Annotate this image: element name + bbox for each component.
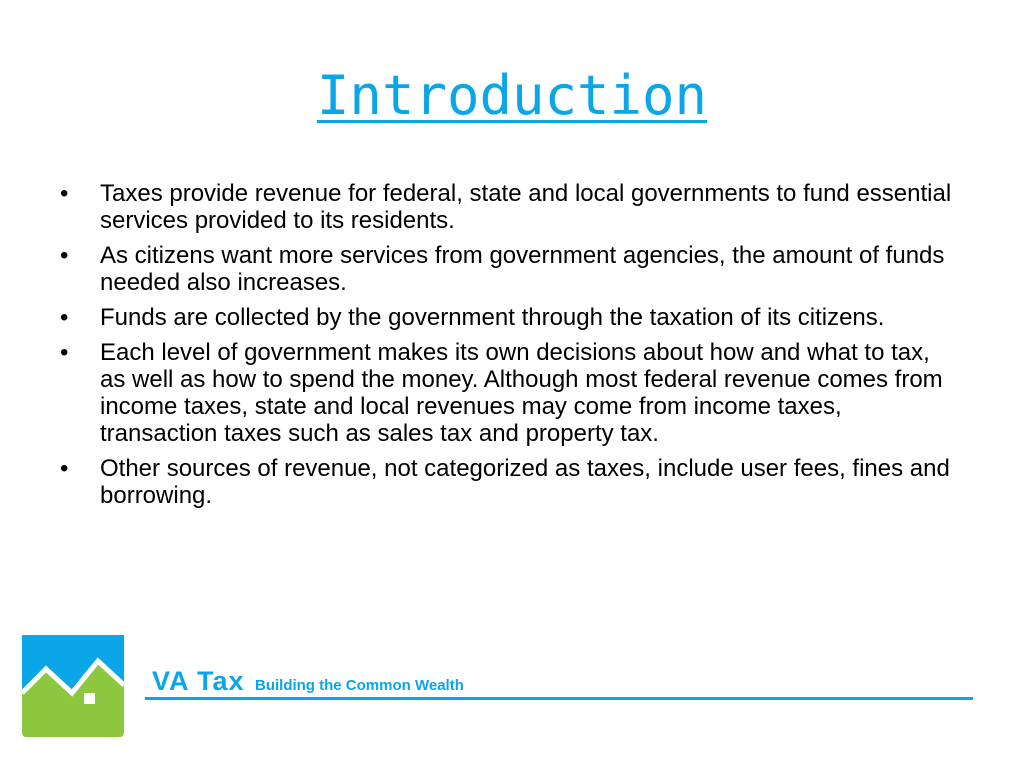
bullet-item xyxy=(60,339,960,447)
bullet-text: As citizens want more services from government agencies, the amount of funds needed also increases. xyxy=(100,242,945,296)
bullet-dot-icon: • xyxy=(60,455,69,482)
brand-tagline: Building the Common Wealth xyxy=(254,677,464,694)
footer-divider xyxy=(145,697,973,700)
footer xyxy=(0,630,1024,750)
brand xyxy=(152,666,464,697)
bullet-text: Funds are collected by the government through the taxation of its citizens. xyxy=(100,304,885,331)
bullet-dot-icon: • xyxy=(60,304,69,331)
bullet-text: Each level of government makes its own decisions about how and what to tax, as well as how to spend the money. Although most federal revenue comes from income taxes, state and local revenues may come from income taxes, transaction taxes such as sales tax and property tax. xyxy=(100,339,943,447)
bullet-dot-icon: • xyxy=(60,180,69,207)
bullet-text: Other sources of revenue, not categorized as taxes, include user fees, fines and borrowing. xyxy=(100,455,950,509)
bullet-dot-icon: • xyxy=(60,242,69,269)
bullet-item xyxy=(60,304,960,331)
brand-name: VA Tax xyxy=(152,666,245,696)
slide-title: Introduction xyxy=(316,64,708,127)
bullet-item xyxy=(60,455,960,509)
bullet-text: Taxes provide revenue for federal, state and local governments to fund essential services provided to its residents. xyxy=(100,180,952,234)
bullet-item xyxy=(60,180,960,234)
house-logo-icon xyxy=(22,635,124,737)
bullet-item xyxy=(60,242,960,296)
bullet-list xyxy=(60,180,960,517)
bullet-dot-icon: • xyxy=(60,339,69,366)
